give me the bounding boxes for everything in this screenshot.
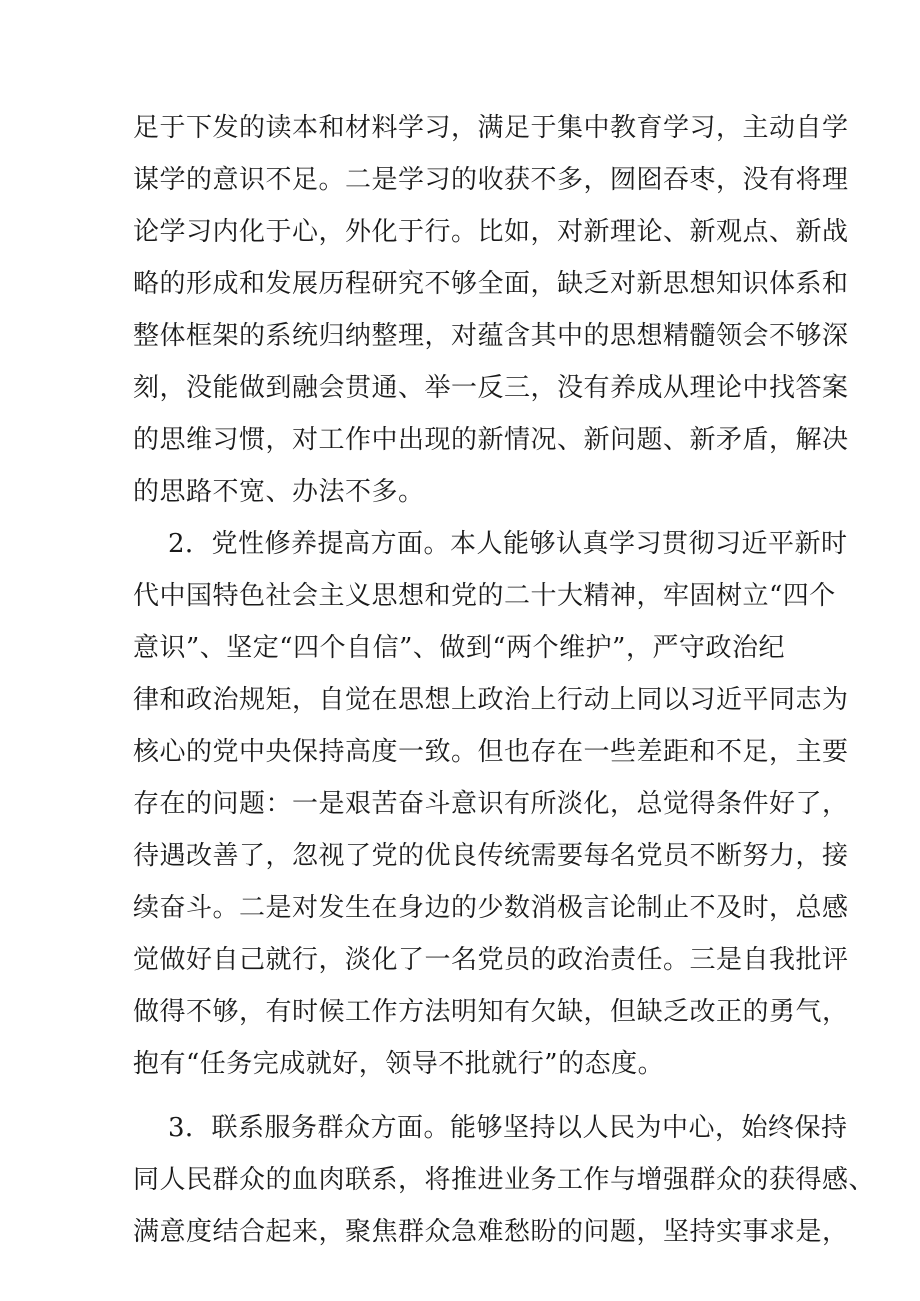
text-line: 觉做好自己就行，淡化了一名党员的政治责任。三是自我批评 [133, 945, 849, 975]
text-line: 满意度结合起来，聚焦群众急难愁盼的问题，坚持实事求是， [133, 1217, 849, 1247]
text-line: 代中国特色社会主义思想和党的二十大精神，牢固树立“四个 [133, 581, 836, 611]
text-line: 同人民群众的血肉联系，将推进业务工作与增强群众的获得感、 [133, 1165, 876, 1195]
text-line: 谋学的意识不足。二是学习的收获不多，囫囵吞枣，没有将理 [133, 165, 849, 195]
text-line: 论学习内化于心，外化于行。比如，对新理论、新观点、新战 [133, 217, 849, 247]
text-line: 的思路不宽、办法不多。 [133, 477, 425, 507]
text-line: 续奋斗。二是对发生在身边的少数消极言论制止不及时，总感 [133, 893, 849, 923]
paragraph-first-line: 3．联系服务群众方面。能够坚持以人民为中心，始终保持 [168, 1113, 848, 1143]
text-line: 意识”、坚定“四个自信”、做到“两个维护”，严守政治纪 [133, 633, 785, 663]
text-line: 足于下发的读本和材料学习，满足于集中教育学习，主动自学 [133, 113, 849, 143]
text-line: 略的形成和发展历程研究不够全面，缺乏对新思想知识体系和 [133, 269, 849, 299]
text-line: 抱有“任务完成就好，领导不批就行”的态度。 [133, 1049, 665, 1079]
paragraph-first-line: 2．党性修养提高方面。本人能够认真学习贯彻习近平新时 [168, 529, 848, 559]
text-line: 核心的党中央保持高度一致。但也存在一些差距和不足，主要 [133, 737, 849, 767]
text-line: 存在的问题：一是艰苦奋斗意识有所淡化，总觉得条件好了， [133, 789, 849, 819]
text-line: 律和政治规矩，自觉在思想上政治上行动上同以习近平同志为 [133, 685, 849, 715]
text-line: 整体框架的系统归纳整理，对蕴含其中的思想精髓领会不够深 [133, 321, 849, 351]
text-line: 的思维习惯，对工作中出现的新情况、新问题、新矛盾，解决 [133, 425, 849, 455]
text-line: 做得不够，有时候工作方法明知有欠缺，但缺乏改正的勇气， [133, 997, 849, 1027]
text-line: 刻，没能做到融会贯通、举一反三，没有养成从理论中找答案 [133, 373, 849, 403]
text-line: 待遇改善了，忽视了党的优良传统需要每名党员不断努力，接 [133, 841, 849, 871]
